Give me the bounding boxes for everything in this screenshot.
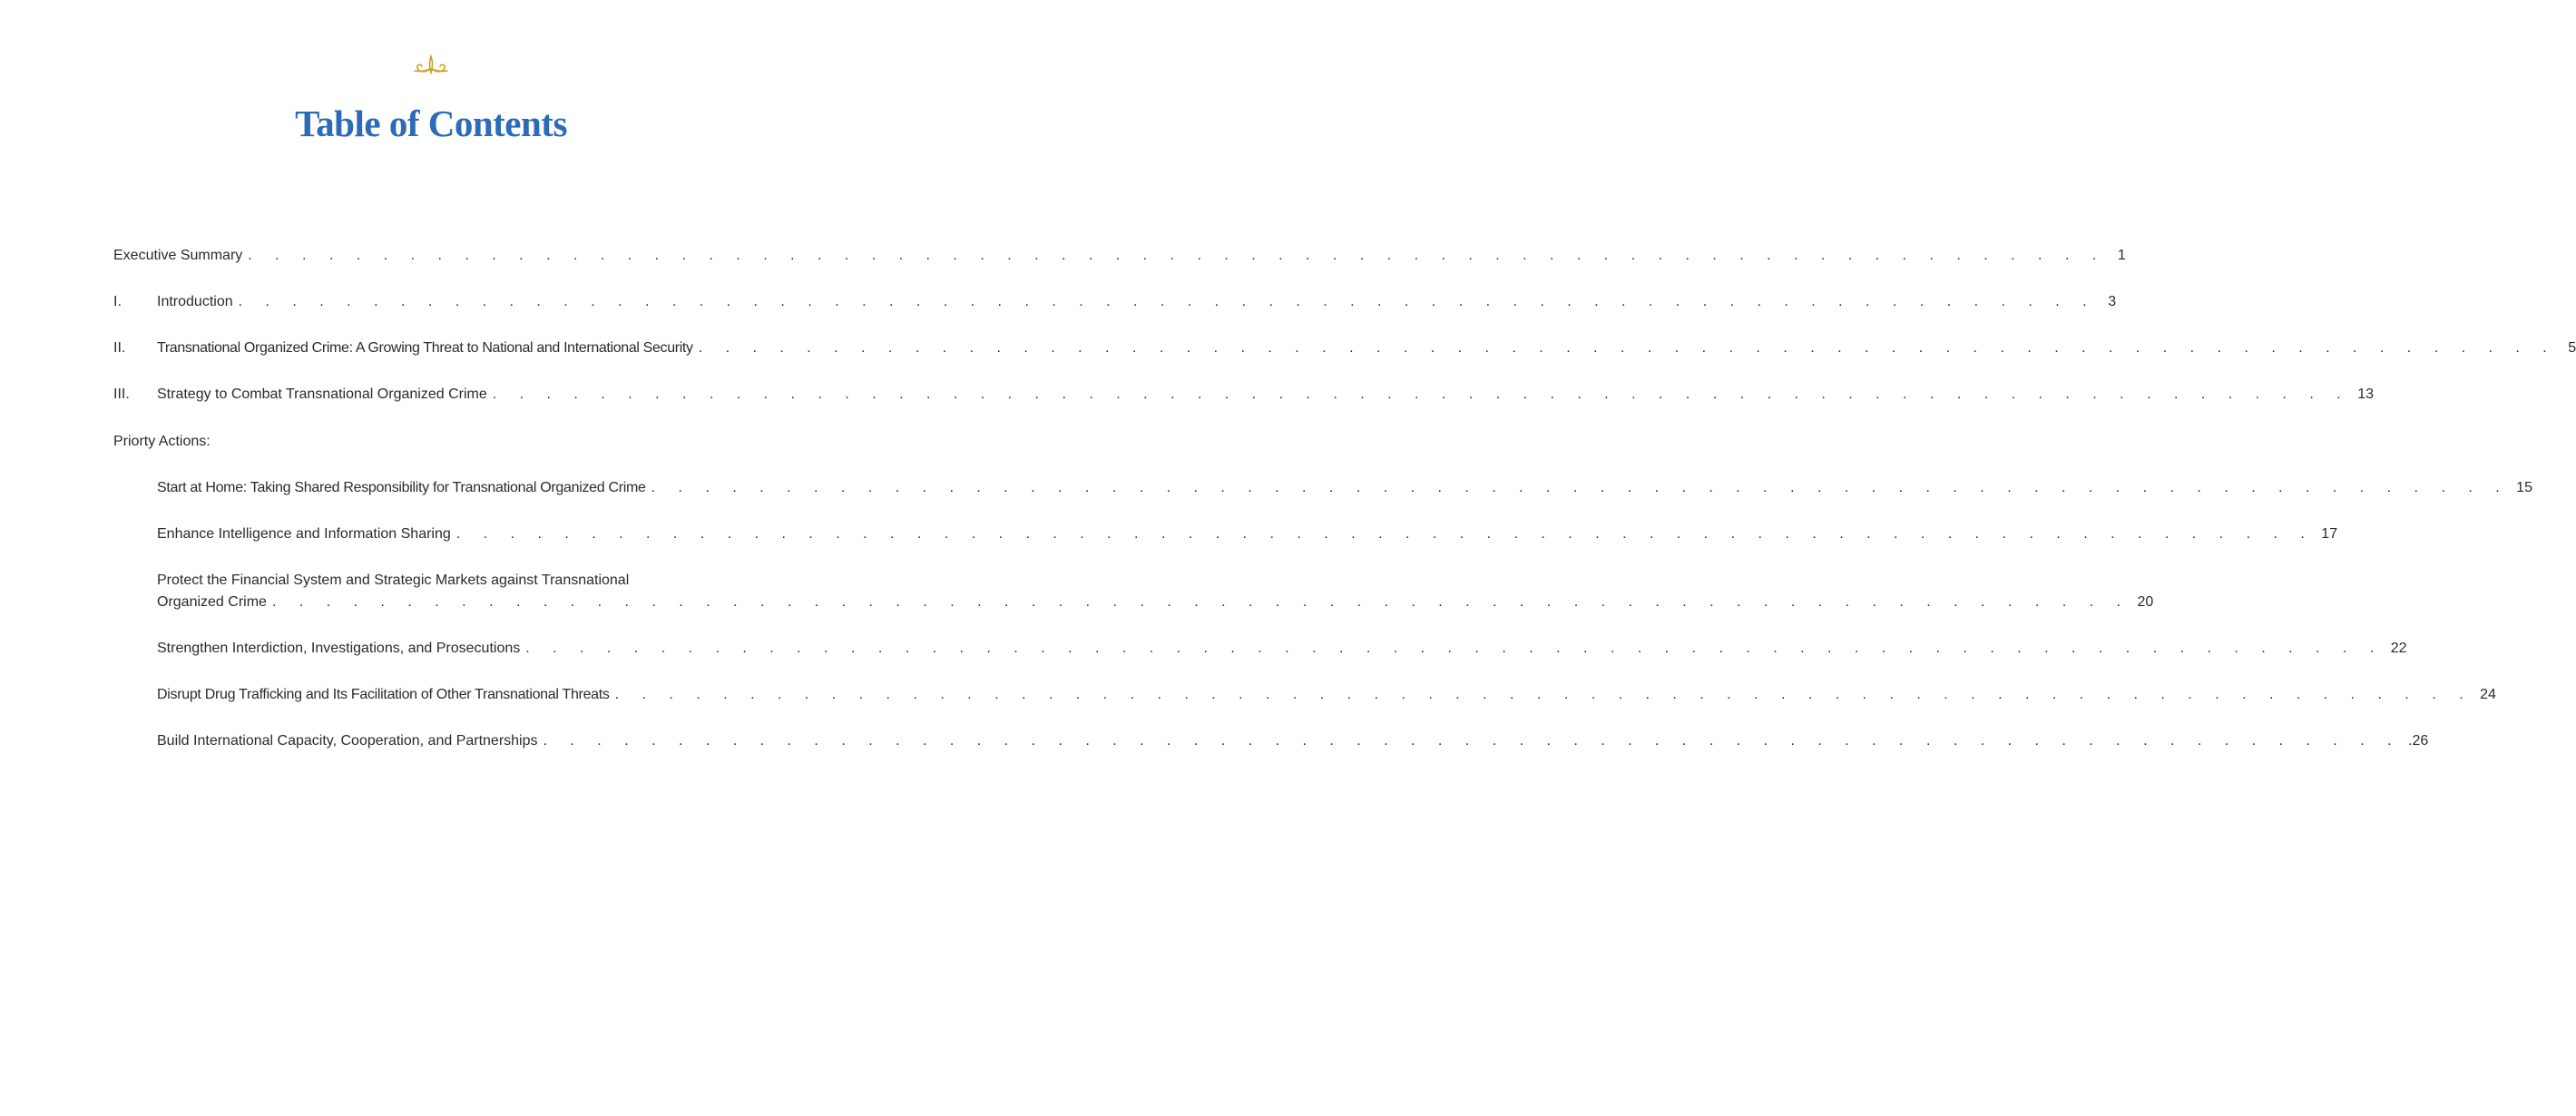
toc-entry-page-number: 5 [2568, 340, 2576, 356]
toc-entry-page-number: .26 [2408, 733, 2429, 749]
toc-entry-label: Strategy to Combat Transnational Organized Crime [157, 387, 487, 402]
dot-leader: . . . . . . . . . . . . . . . . . . . . . . . . . . . . . . . . . . . . . . . . . . . . . . . . . . . . . . . . . . . . . . . . . . . . . [698, 340, 2557, 356]
dot-leader: . . . . . . . . . . . . . . . . . . . . . . . . . . . . . . . . . . . . . . . . . . . . . . . . . . . . . . . . . . . . . . . . . . . . . [492, 387, 2351, 402]
toc-entry-page-number: 13 [2357, 387, 2375, 402]
toc-entry-enhance-intelligence[interactable] [113, 524, 2338, 544]
toc-entry-page-number: 17 [2321, 526, 2338, 542]
toc-entry-label: Strengthen Interdiction, Investigations, and Prosecutions [157, 641, 521, 656]
priority-actions-heading: Priorty Actions: [113, 434, 211, 449]
dot-leader: . . . . . . . . . . . . . . . . . . . . . . . . . . . . . . . . . . . . . . . . . . . . . . . . . . . . . . . . . . . . . . . . . . . . . [455, 526, 2315, 542]
dot-leader: . . . . . . . . . . . . . . . . . . . . . . . . . . . . . . . . . . . . . . . . . . . . . . . . . . . . . . . . . . . . . . . . . . . . . [543, 733, 2402, 749]
toc-entry-growing-threat[interactable] [113, 338, 2576, 358]
toc-entry-build-international-capacity[interactable] [113, 731, 2429, 751]
toc-entry-introduction[interactable] [113, 292, 2117, 312]
toc-entry-page-number: 15 [2516, 480, 2532, 495]
toc-section-number: II. [113, 340, 126, 356]
toc-entry-page-number: 3 [2108, 294, 2117, 309]
dot-leader: . . . . . . . . . . . . . . . . . . . . . . . . . . . . . . . . . . . . . . . . . . . . . . . . . . . . . . . . . . . . . . . . . . . . . [248, 248, 2106, 263]
toc-section-number: III. [113, 387, 130, 402]
dot-leader: . . . . . . . . . . . . . . . . . . . . . . . . . . . . . . . . . . . . . . . . . . . . . . . . . . . . . . . . . . . . . . . . . . . . . [525, 641, 2384, 656]
dot-leader: . . . . . . . . . . . . . . . . . . . . . . . . . . . . . . . . . . . . . . . . . . . . . . . . . . . . . . . . . . . . . . . . . . . . . [614, 687, 2473, 702]
dot-leader: . . . . . . . . . . . . . . . . . . . . . . . . . . . . . . . . . . . . . . . . . . . . . . . . . . . . . . . . . . . . . . . . . . . . . [651, 480, 2510, 495]
toc-entry-page-number: 20 [2137, 594, 2154, 610]
toc-entry-protect-financial-system[interactable] [113, 592, 2154, 612]
toc-entry-label: Introduction [157, 294, 233, 309]
page-title: Table of Contents [295, 103, 567, 144]
toc-entry-strategy[interactable] [113, 385, 2375, 405]
toc-entry-label: Enhance Intelligence and Information Sharing [157, 526, 451, 542]
toc-entry-disrupt-drug-trafficking[interactable] [113, 685, 2496, 705]
toc-entry-label: Transnational Organized Crime: A Growing Threat to National and International Security [157, 340, 693, 356]
toc-entry-label: Disrupt Drug Trafficking and Its Facilitation of Other Transnational Threats [157, 687, 610, 702]
toc-entry-label-line1[interactable]: Protect the Financial System and Strategic Markets against Transnational [157, 573, 630, 588]
toc-entry-label: Organized Crime [157, 594, 267, 610]
dot-leader: . . . . . . . . . . . . . . . . . . . . . . . . . . . . . . . . . . . . . . . . . . . . . . . . . . . . . . . . . . . . . . . . . . . . . [238, 294, 2097, 309]
toc-entry-start-at-home[interactable] [113, 478, 2532, 498]
toc-entry-strengthen-interdiction[interactable] [113, 639, 2407, 659]
fleuron-ornament-icon [413, 53, 449, 76]
toc-entry-label: Executive Summary [113, 248, 243, 263]
toc-entry-label: Build International Capacity, Cooperation, and Partnerships [157, 733, 538, 749]
toc-entry-page-number: 24 [2480, 687, 2496, 702]
toc-entry-page-number: 22 [2390, 641, 2407, 656]
toc-entry-page-number: 1 [2117, 248, 2126, 263]
dot-leader: . . . . . . . . . . . . . . . . . . . . . . . . . . . . . . . . . . . . . . . . . . . . . . . . . . . . . . . . . . . . . . . . . . . . . [271, 594, 2130, 610]
toc-section-number: I. [113, 294, 122, 309]
toc-entry-executive-summary[interactable] [113, 246, 2126, 266]
toc-entry-label: Start at Home: Taking Shared Responsibility for Transnational Organized Crime [157, 480, 646, 495]
